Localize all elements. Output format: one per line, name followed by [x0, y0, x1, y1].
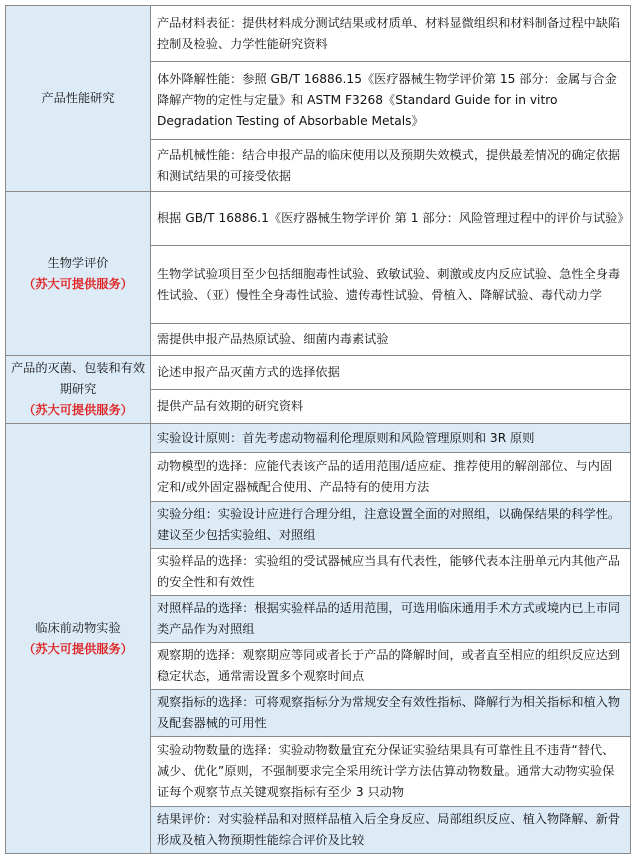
category-cell	[6, 192, 151, 356]
category-label: 生物学评价	[47, 255, 109, 270]
category-label: 临床前动物实验	[35, 620, 121, 635]
item-cell: 动物模型的选择：应能代表该产品的适用范围/适应症、推荐使用的解剖部位、与内固定和/或外固定器械配合使用、产品特有的使用方法	[151, 453, 631, 502]
item-cell: 实验动物数量的选择：实验动物数量宜充分保证实验结果具有可靠性且不违背“替代、减少、优化”原则，不强制要求完全采用统计学方法估算动物数量。通常大动物实验保证每个观察节点关键观察指标有至少 3 只动物	[151, 737, 631, 807]
category-label: 产品的灭菌、包装和有效期研究	[10, 361, 146, 396]
item-cell: 产品机械性能：结合申报产品的临床使用以及预期失效模式，提供最差情况的确定依据和测试结果的可接受依据	[151, 140, 631, 192]
item-cell: 需提供申报产品热原试验、细菌内毒素试验	[151, 324, 631, 356]
service-note: （苏大可提供服务）	[23, 641, 133, 656]
table-row	[6, 6, 631, 62]
table-row	[6, 192, 631, 246]
item-cell: 实验分组：实验设计应进行合理分组，注意设置全面的对照组，以确保结果的科学性。建议至少包括实验组、对照组	[151, 502, 631, 549]
table-row	[6, 356, 631, 390]
item-cell: 实验样品的选择：实验组的受试器械应当具有代表性，能够代表本注册单元内其他产品的安全性和有效性	[151, 549, 631, 596]
category-cell	[6, 6, 151, 192]
item-cell: 根据 GB/T 16886.1《医疗器械生物学评价 第 1 部分：风险管理过程中的评价与试验》	[151, 192, 631, 246]
category-cell	[6, 424, 151, 854]
item-cell: 实验设计原则：首先考虑动物福利伦理原则和风险管理原则和 3R 原则	[151, 424, 631, 453]
item-cell: 论述申报产品灭菌方式的选择依据	[151, 356, 631, 390]
item-cell: 产品材料表征：提供材料成分测试结果或材质单、材料显微组织和材料制备过程中缺陷控制及检验、力学性能研究资料	[151, 6, 631, 62]
item-cell: 结果评价：对实验样品和对照样品植入后全身反应、局部组织反应、植入物降解、新骨形成及植入物预期性能综合评价及比较	[151, 807, 631, 854]
service-note: （苏大可提供服务）	[23, 403, 133, 417]
item-cell: 观察期的选择：观察期应等同或者长于产品的降解时间，或者直至相应的组织反应达到稳定状态，通常需设置多个观察时间点	[151, 643, 631, 690]
item-cell: 体外降解性能：参照 GB/T 16886.15《医疗器械生物学评价第 15 部分：金属与合金降解产物的定性与定量》和 ASTM F3268《Standard Guide for in vitro Degradation Testing of Absorbable Metals》	[151, 62, 631, 140]
requirements-table	[5, 5, 631, 854]
category-cell	[6, 356, 151, 424]
service-note: （苏大可提供服务）	[23, 276, 133, 291]
item-cell: 观察指标的选择：可将观察指标分为常规安全有效性指标、降解行为相关指标和植入物及配套器械的可用性	[151, 690, 631, 737]
item-cell: 提供产品有效期的研究资料	[151, 390, 631, 424]
table-row	[6, 424, 631, 453]
item-cell: 生物学试验项目至少包括细胞毒性试验、致敏试验、刺激或皮内反应试验、急性全身毒性试验、（亚）慢性全身毒性试验、遗传毒性试验、骨植入、降解试验、毒代动力学	[151, 246, 631, 324]
category-label: 产品性能研究	[41, 91, 115, 105]
item-cell: 对照样品的选择：根据实验样品的适用范围，可选用临床通用手术方式或境内已上市同类产品作为对照组	[151, 596, 631, 643]
